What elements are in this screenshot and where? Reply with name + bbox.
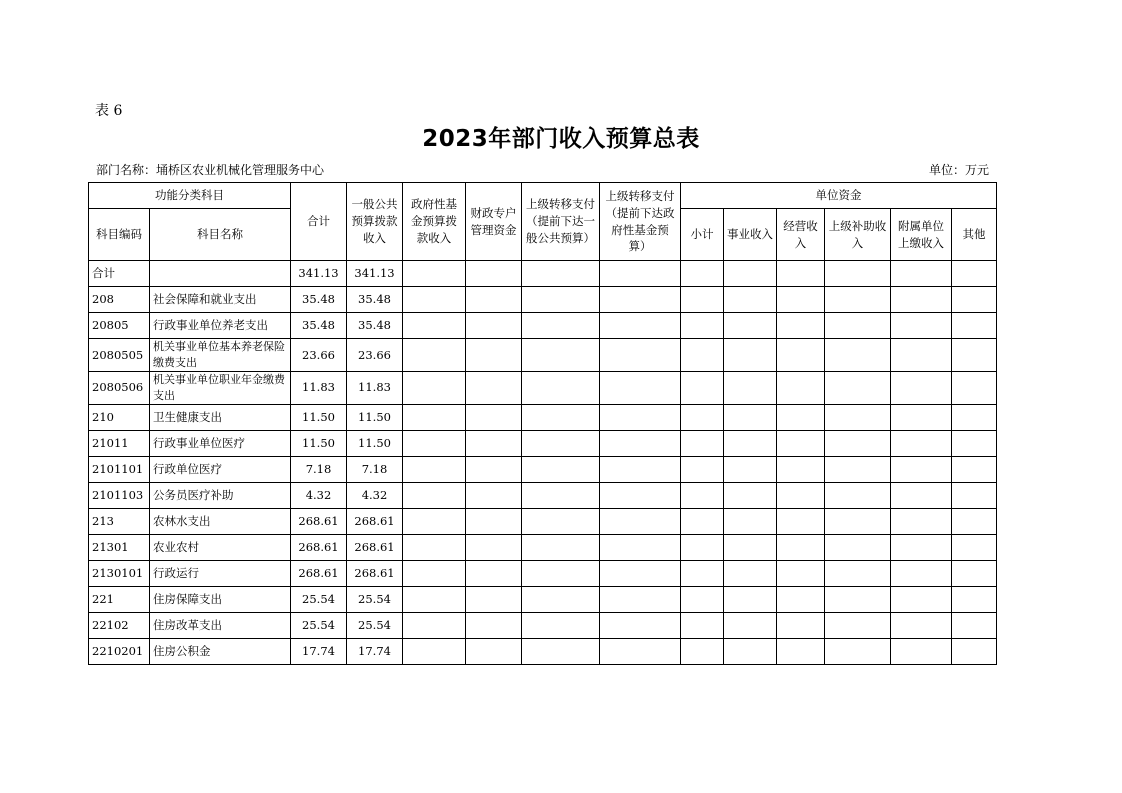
empty-cell — [891, 560, 952, 586]
empty-cell — [891, 313, 952, 339]
table-row — [89, 287, 997, 313]
row-general-budget: 17.74 — [347, 638, 403, 664]
empty-cell — [681, 261, 724, 287]
empty-cell — [600, 339, 681, 372]
empty-cell — [522, 456, 600, 482]
empty-cell — [777, 287, 825, 313]
row-total: 268.61 — [291, 560, 347, 586]
empty-cell — [952, 534, 997, 560]
empty-cell — [681, 404, 724, 430]
empty-cell — [777, 404, 825, 430]
empty-cell — [777, 261, 825, 287]
empty-cell — [466, 560, 522, 586]
row-total: 23.66 — [291, 339, 347, 372]
page-title: 2023年部门收入预算总表 — [422, 126, 700, 152]
row-code: 21011 — [89, 430, 150, 456]
empty-cell — [724, 261, 777, 287]
header-other: 其他 — [952, 209, 997, 261]
row-total: 35.48 — [291, 313, 347, 339]
empty-cell — [466, 612, 522, 638]
empty-cell — [681, 508, 724, 534]
row-code: 合计 — [89, 261, 150, 287]
row-general-budget: 341.13 — [347, 261, 403, 287]
row-code: 2080505 — [89, 339, 150, 372]
empty-cell — [681, 560, 724, 586]
empty-cell — [403, 638, 466, 664]
row-total: 17.74 — [291, 638, 347, 664]
empty-cell — [403, 508, 466, 534]
row-name: 行政单位医疗 — [150, 456, 291, 482]
empty-cell — [681, 482, 724, 508]
empty-cell — [952, 586, 997, 612]
empty-cell — [681, 612, 724, 638]
row-code: 20805 — [89, 313, 150, 339]
empty-cell — [403, 339, 466, 372]
empty-cell — [403, 482, 466, 508]
header-affiliated-income: 附属单位上缴收入 — [891, 209, 952, 261]
row-name: 行政事业单位医疗 — [150, 430, 291, 456]
empty-cell — [522, 482, 600, 508]
empty-cell — [600, 482, 681, 508]
empty-cell — [891, 612, 952, 638]
row-general-budget: 35.48 — [347, 287, 403, 313]
header-transfer-general: 上级转移支付（提前下达一般公共预算） — [522, 183, 600, 261]
row-general-budget: 11.83 — [347, 371, 403, 404]
empty-cell — [681, 534, 724, 560]
empty-cell — [522, 508, 600, 534]
empty-cell — [825, 560, 891, 586]
empty-cell — [825, 313, 891, 339]
empty-cell — [825, 261, 891, 287]
empty-cell — [403, 560, 466, 586]
header-unit-funds: 单位资金 — [681, 183, 997, 209]
empty-cell — [952, 638, 997, 664]
empty-cell — [681, 287, 724, 313]
empty-cell — [681, 586, 724, 612]
empty-cell — [724, 534, 777, 560]
empty-cell — [600, 534, 681, 560]
empty-cell — [403, 287, 466, 313]
empty-cell — [681, 638, 724, 664]
empty-cell — [825, 287, 891, 313]
row-name: 住房保障支出 — [150, 586, 291, 612]
row-code: 2101101 — [89, 456, 150, 482]
empty-cell — [403, 430, 466, 456]
table-row — [89, 508, 997, 534]
row-general-budget: 4.32 — [347, 482, 403, 508]
empty-cell — [952, 287, 997, 313]
empty-cell — [825, 638, 891, 664]
header-code: 科目编码 — [89, 209, 150, 261]
empty-cell — [891, 430, 952, 456]
header-total: 合计 — [291, 183, 347, 261]
empty-cell — [600, 430, 681, 456]
table-row — [89, 534, 997, 560]
empty-cell — [952, 612, 997, 638]
empty-cell — [403, 586, 466, 612]
empty-cell — [522, 261, 600, 287]
row-total: 11.83 — [291, 371, 347, 404]
empty-cell — [724, 560, 777, 586]
table-row — [89, 482, 997, 508]
empty-cell — [466, 371, 522, 404]
row-total: 7.18 — [291, 456, 347, 482]
row-name: 机关事业单位职业年金缴费支出 — [150, 371, 291, 404]
table-row — [89, 612, 997, 638]
empty-cell — [952, 371, 997, 404]
empty-cell — [600, 261, 681, 287]
empty-cell — [724, 430, 777, 456]
row-general-budget: 25.54 — [347, 612, 403, 638]
row-name: 农林水支出 — [150, 508, 291, 534]
header-subtotal: 小计 — [681, 209, 724, 261]
empty-cell — [724, 287, 777, 313]
empty-cell — [600, 638, 681, 664]
row-name: 机关事业单位基本养老保险缴费支出 — [150, 339, 291, 372]
empty-cell — [403, 404, 466, 430]
row-total: 11.50 — [291, 430, 347, 456]
table-row — [89, 560, 997, 586]
empty-cell — [522, 287, 600, 313]
empty-cell — [952, 313, 997, 339]
empty-cell — [825, 508, 891, 534]
empty-cell — [952, 339, 997, 372]
empty-cell — [724, 371, 777, 404]
row-code: 2130101 — [89, 560, 150, 586]
empty-cell — [466, 508, 522, 534]
row-total: 35.48 — [291, 287, 347, 313]
row-total: 4.32 — [291, 482, 347, 508]
empty-cell — [891, 261, 952, 287]
row-name: 卫生健康支出 — [150, 404, 291, 430]
empty-cell — [825, 430, 891, 456]
row-code: 21301 — [89, 534, 150, 560]
empty-cell — [724, 508, 777, 534]
table-row — [89, 586, 997, 612]
empty-cell — [600, 508, 681, 534]
row-total: 341.13 — [291, 261, 347, 287]
row-code: 22102 — [89, 612, 150, 638]
empty-cell — [403, 612, 466, 638]
empty-cell — [825, 534, 891, 560]
empty-cell — [891, 508, 952, 534]
empty-cell — [952, 404, 997, 430]
empty-cell — [600, 287, 681, 313]
empty-cell — [522, 404, 600, 430]
empty-cell — [403, 261, 466, 287]
row-code: 213 — [89, 508, 150, 534]
row-general-budget: 11.50 — [347, 404, 403, 430]
empty-cell — [600, 371, 681, 404]
empty-cell — [777, 430, 825, 456]
empty-cell — [403, 534, 466, 560]
header-superior-subsidy: 上级补助收入 — [825, 209, 891, 261]
empty-cell — [522, 638, 600, 664]
department-name: 部门名称：埇桥区农业机械化管理服务中心 — [96, 163, 325, 177]
empty-cell — [466, 430, 522, 456]
empty-cell — [825, 339, 891, 372]
empty-cell — [825, 586, 891, 612]
empty-cell — [952, 261, 997, 287]
empty-cell — [825, 456, 891, 482]
budget-table — [88, 182, 997, 665]
empty-cell — [777, 339, 825, 372]
empty-cell — [466, 586, 522, 612]
empty-cell — [522, 612, 600, 638]
empty-cell — [466, 339, 522, 372]
empty-cell — [466, 482, 522, 508]
row-general-budget: 268.61 — [347, 534, 403, 560]
table-row — [89, 371, 997, 404]
empty-cell — [681, 430, 724, 456]
row-name: 农业农村 — [150, 534, 291, 560]
row-name: 住房公积金 — [150, 638, 291, 664]
row-general-budget: 23.66 — [347, 339, 403, 372]
empty-cell — [466, 456, 522, 482]
empty-cell — [777, 313, 825, 339]
empty-cell — [777, 612, 825, 638]
row-code: 2101103 — [89, 482, 150, 508]
row-name — [150, 261, 291, 287]
empty-cell — [681, 371, 724, 404]
empty-cell — [891, 482, 952, 508]
unit-label: 单位：万元 — [928, 163, 989, 177]
header-operating-income: 经营收入 — [777, 209, 825, 261]
row-code: 2080506 — [89, 371, 150, 404]
empty-cell — [777, 482, 825, 508]
empty-cell — [724, 612, 777, 638]
row-general-budget: 11.50 — [347, 430, 403, 456]
empty-cell — [403, 371, 466, 404]
empty-cell — [600, 612, 681, 638]
empty-cell — [466, 534, 522, 560]
empty-cell — [600, 456, 681, 482]
empty-cell — [522, 371, 600, 404]
empty-cell — [891, 371, 952, 404]
empty-cell — [777, 456, 825, 482]
empty-cell — [522, 534, 600, 560]
header-general-budget: 一般公共预算拨款收入 — [347, 183, 403, 261]
empty-cell — [952, 430, 997, 456]
row-general-budget: 35.48 — [347, 313, 403, 339]
row-code: 208 — [89, 287, 150, 313]
row-total: 268.61 — [291, 508, 347, 534]
row-total: 25.54 — [291, 586, 347, 612]
empty-cell — [600, 313, 681, 339]
empty-cell — [681, 339, 724, 372]
empty-cell — [403, 456, 466, 482]
empty-cell — [891, 287, 952, 313]
row-general-budget: 268.61 — [347, 508, 403, 534]
empty-cell — [891, 534, 952, 560]
empty-cell — [952, 508, 997, 534]
empty-cell — [724, 339, 777, 372]
row-general-budget: 25.54 — [347, 586, 403, 612]
header-transfer-gov-fund: 上级转移支付（提前下达政府性基金预算） — [600, 183, 681, 261]
empty-cell — [522, 586, 600, 612]
table-row — [89, 313, 997, 339]
row-general-budget: 268.61 — [347, 560, 403, 586]
row-name: 行政事业单位养老支出 — [150, 313, 291, 339]
empty-cell — [724, 404, 777, 430]
empty-cell — [777, 586, 825, 612]
empty-cell — [600, 586, 681, 612]
empty-cell — [891, 404, 952, 430]
empty-cell — [777, 371, 825, 404]
empty-cell — [825, 371, 891, 404]
empty-cell — [825, 404, 891, 430]
row-total: 268.61 — [291, 534, 347, 560]
empty-cell — [403, 313, 466, 339]
empty-cell — [952, 456, 997, 482]
row-code: 221 — [89, 586, 150, 612]
empty-cell — [522, 313, 600, 339]
table-row — [89, 638, 997, 664]
empty-cell — [952, 560, 997, 586]
table-number: 表 6 — [95, 103, 123, 119]
empty-cell — [891, 586, 952, 612]
row-name: 行政运行 — [150, 560, 291, 586]
header-gov-fund: 政府性基金预算拨款收入 — [403, 183, 466, 261]
empty-cell — [825, 482, 891, 508]
empty-cell — [600, 404, 681, 430]
empty-cell — [681, 456, 724, 482]
row-name: 社会保障和就业支出 — [150, 287, 291, 313]
empty-cell — [891, 339, 952, 372]
table-row — [89, 261, 997, 287]
empty-cell — [724, 482, 777, 508]
row-total: 11.50 — [291, 404, 347, 430]
empty-cell — [777, 638, 825, 664]
empty-cell — [466, 313, 522, 339]
empty-cell — [466, 638, 522, 664]
empty-cell — [777, 534, 825, 560]
empty-cell — [466, 261, 522, 287]
empty-cell — [600, 560, 681, 586]
empty-cell — [466, 404, 522, 430]
empty-cell — [522, 430, 600, 456]
empty-cell — [681, 313, 724, 339]
table-row — [89, 456, 997, 482]
empty-cell — [724, 586, 777, 612]
row-code: 2210201 — [89, 638, 150, 664]
empty-cell — [724, 313, 777, 339]
row-total: 25.54 — [291, 612, 347, 638]
table-row — [89, 339, 997, 372]
empty-cell — [891, 456, 952, 482]
row-name: 住房改革支出 — [150, 612, 291, 638]
empty-cell — [825, 612, 891, 638]
header-name: 科目名称 — [150, 209, 291, 261]
empty-cell — [777, 508, 825, 534]
header-func-class: 功能分类科目 — [89, 183, 291, 209]
empty-cell — [522, 560, 600, 586]
empty-cell — [777, 560, 825, 586]
empty-cell — [466, 287, 522, 313]
table-row — [89, 404, 997, 430]
empty-cell — [522, 339, 600, 372]
empty-cell — [724, 456, 777, 482]
empty-cell — [952, 482, 997, 508]
row-code: 210 — [89, 404, 150, 430]
row-name: 公务员医疗补助 — [150, 482, 291, 508]
header-fiscal-special: 财政专户管理资金 — [466, 183, 522, 261]
table-row — [89, 430, 997, 456]
empty-cell — [724, 638, 777, 664]
header-business-income: 事业收入 — [724, 209, 777, 261]
row-general-budget: 7.18 — [347, 456, 403, 482]
empty-cell — [891, 638, 952, 664]
budget-table-body — [89, 261, 997, 665]
